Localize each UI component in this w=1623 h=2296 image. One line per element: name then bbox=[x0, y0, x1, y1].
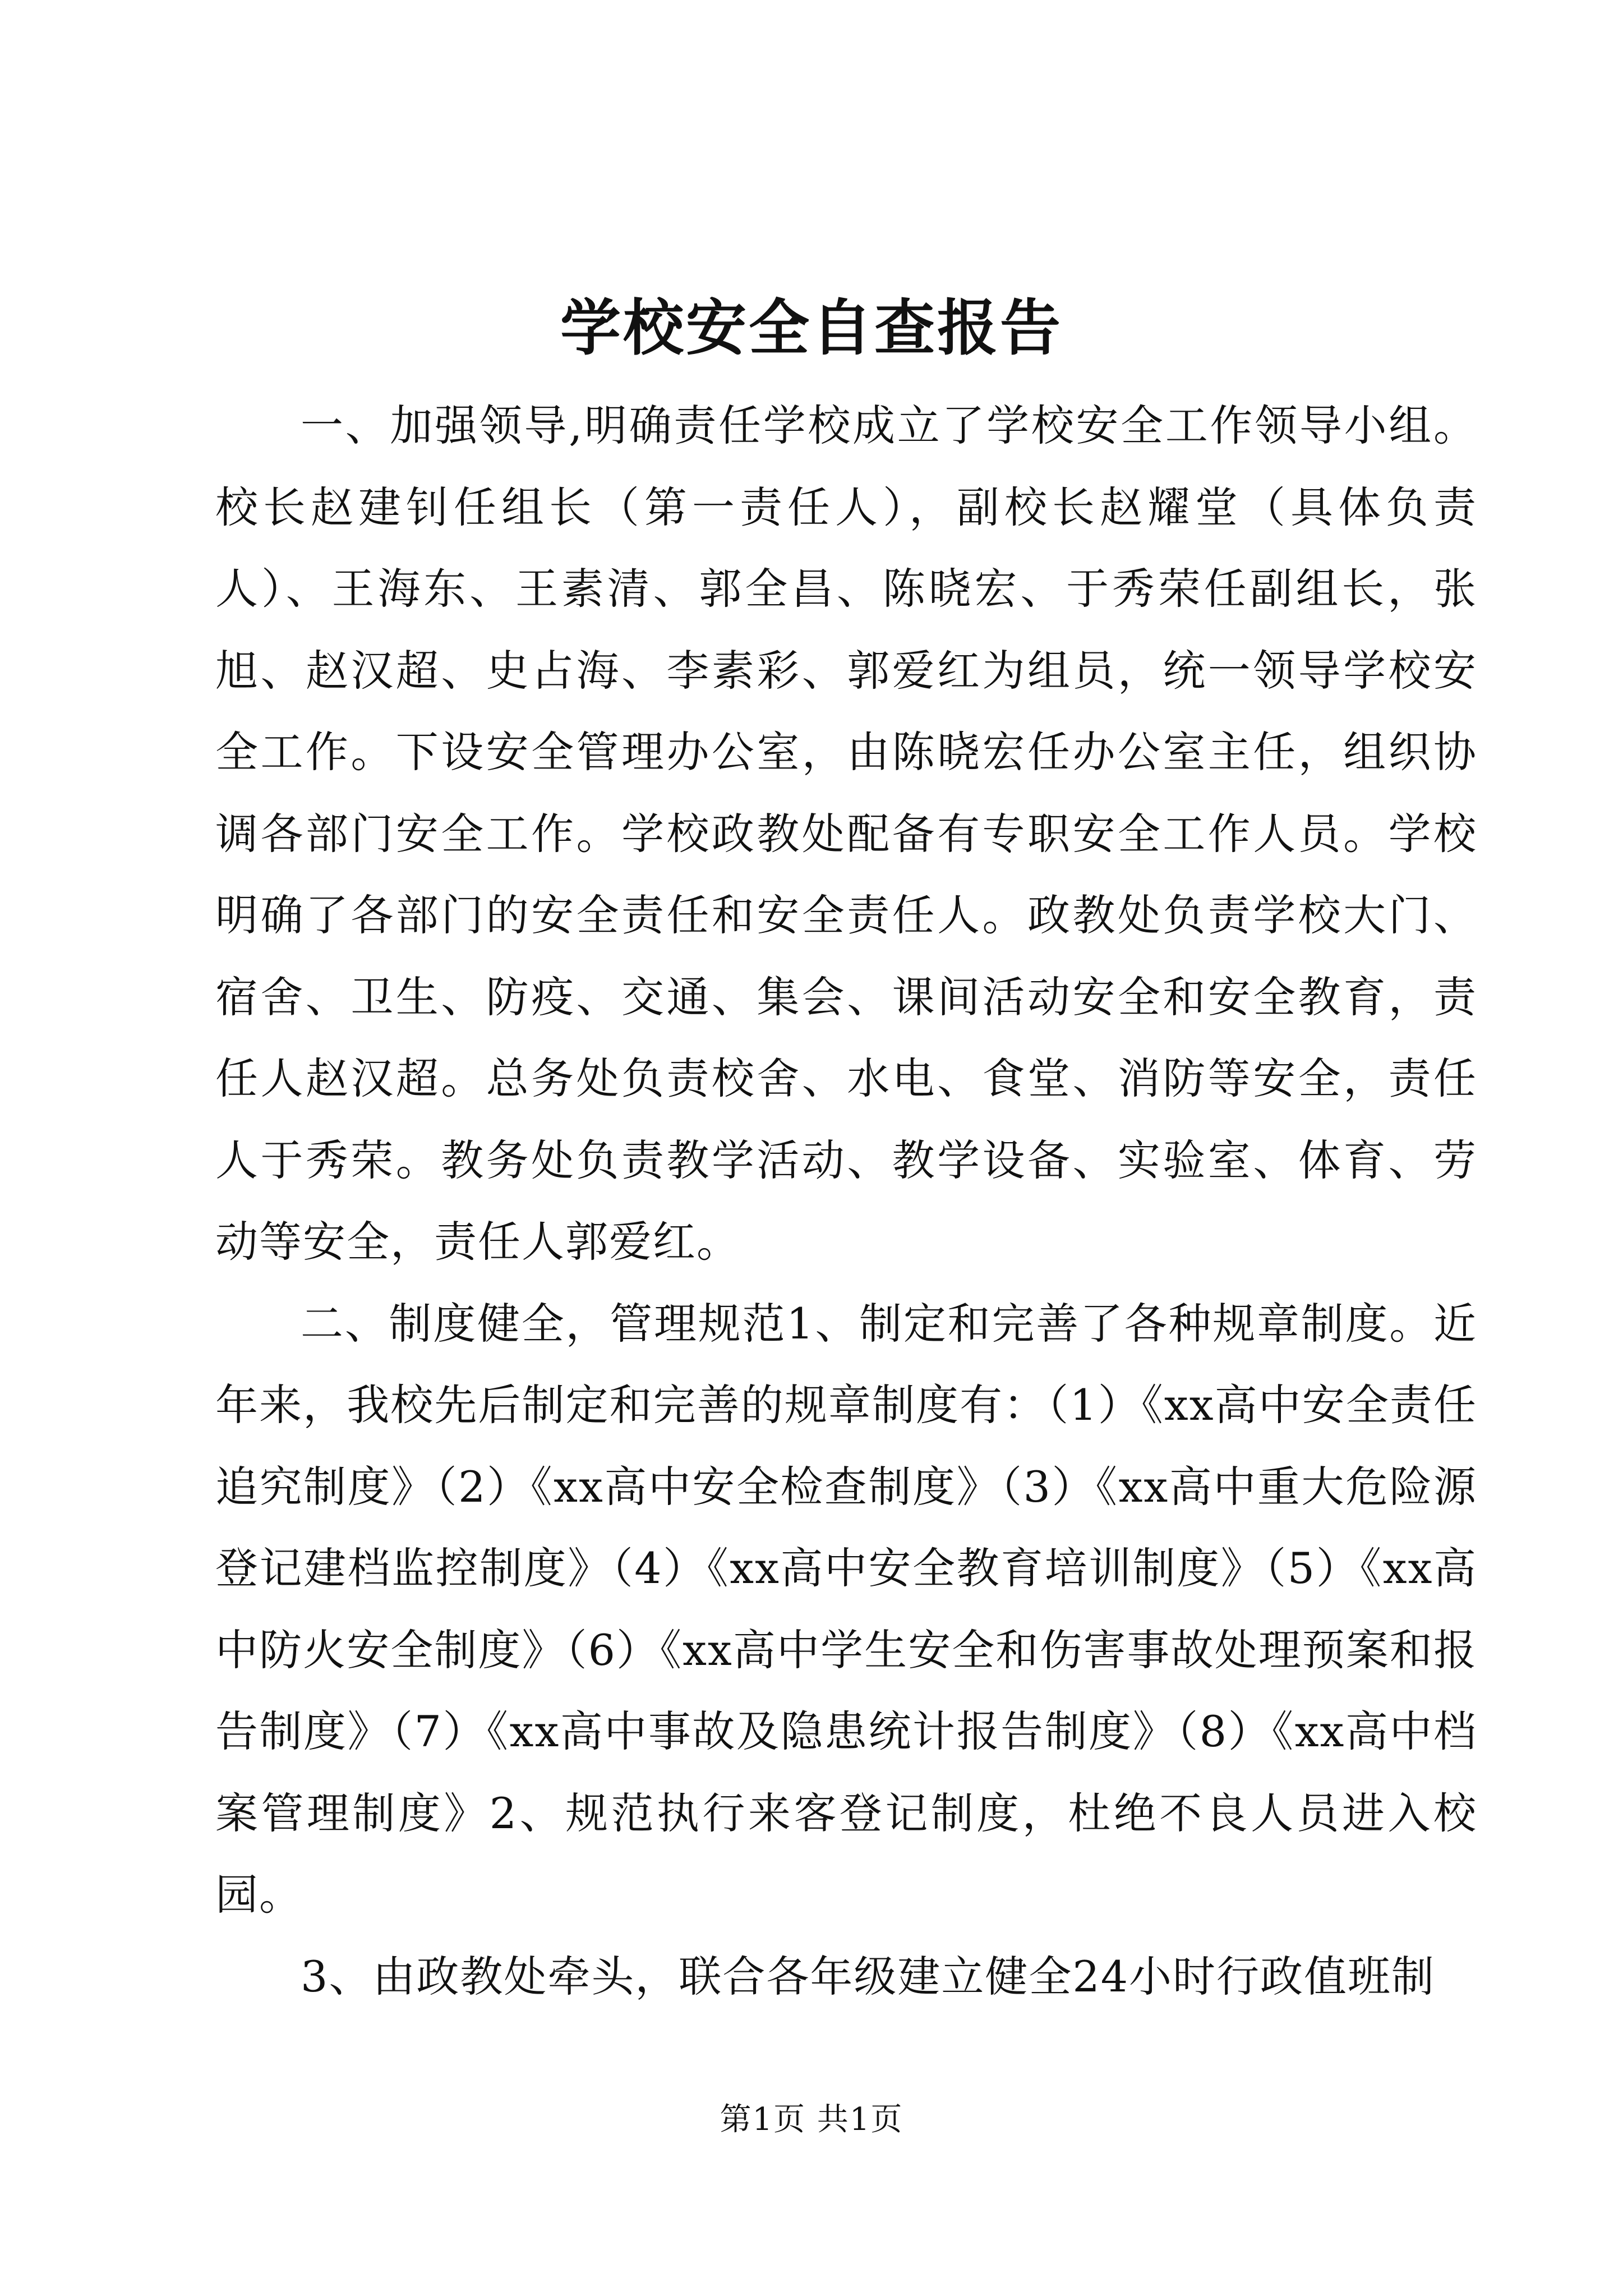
paragraph-leadership: 一、加强领导,明确责任学校成立了学校安全工作领导小组。校长赵建钊任组长（第一责任人），副校长赵耀堂（具体负责人）、王海东、王素清、郭全昌、陈晓宏、于秀荣任副组长，张旭、赵汉超、史占海、李素彩、郭爱红为组员，统一领导学校安全工作。下设安全管理办公室，由陈晓宏任办公室主任，组织协调各部门安全工作。学校政教处配备有专职安全工作人员。学校明确了各部门的安全责任和安全责任人。政教处负责学校大门、宿舍、卫生、防疫、交通、集会、课间活动安全和安全教育，责任人赵汉超。总务处负责校舍、水电、食堂、消防等安全，责任人于秀荣。教务处负责教学活动、教学设备、实验室、体育、劳动等安全，责任人郭爱红。 bbox=[215, 401, 1477, 1267]
paragraph-regulations: 二、制度健全，管理规范1、制定和完善了各种规章制度。近年来，我校先后制定和完善的规章制度有：（1）《xx高中安全责任追究制度》（2）《xx高中安全检查制度》（3）《xx高中重大危险源登记建档监控制度》（4）《xx高中安全教育培训制度》（5）《xx高中防火安全制度》（6）《xx高中学生安全和伤害事故处理预案和报告制度》（7）《xx高中事故及隐患统计报告制度》（8）《xx高中档案管理制度》2、规范执行来客登记制度，杜绝不良人员进入校园。 bbox=[215, 1298, 1477, 1920]
paragraph-duty-system: 3、由政教处牵头，联合各年级建立健全24小时行政值班制 bbox=[301, 1951, 1436, 2001]
document-title: 学校安全自查报告 bbox=[560, 293, 1063, 364]
page-number: 第1页 共1页 bbox=[720, 2101, 903, 2138]
document-body bbox=[215, 385, 1477, 2017]
